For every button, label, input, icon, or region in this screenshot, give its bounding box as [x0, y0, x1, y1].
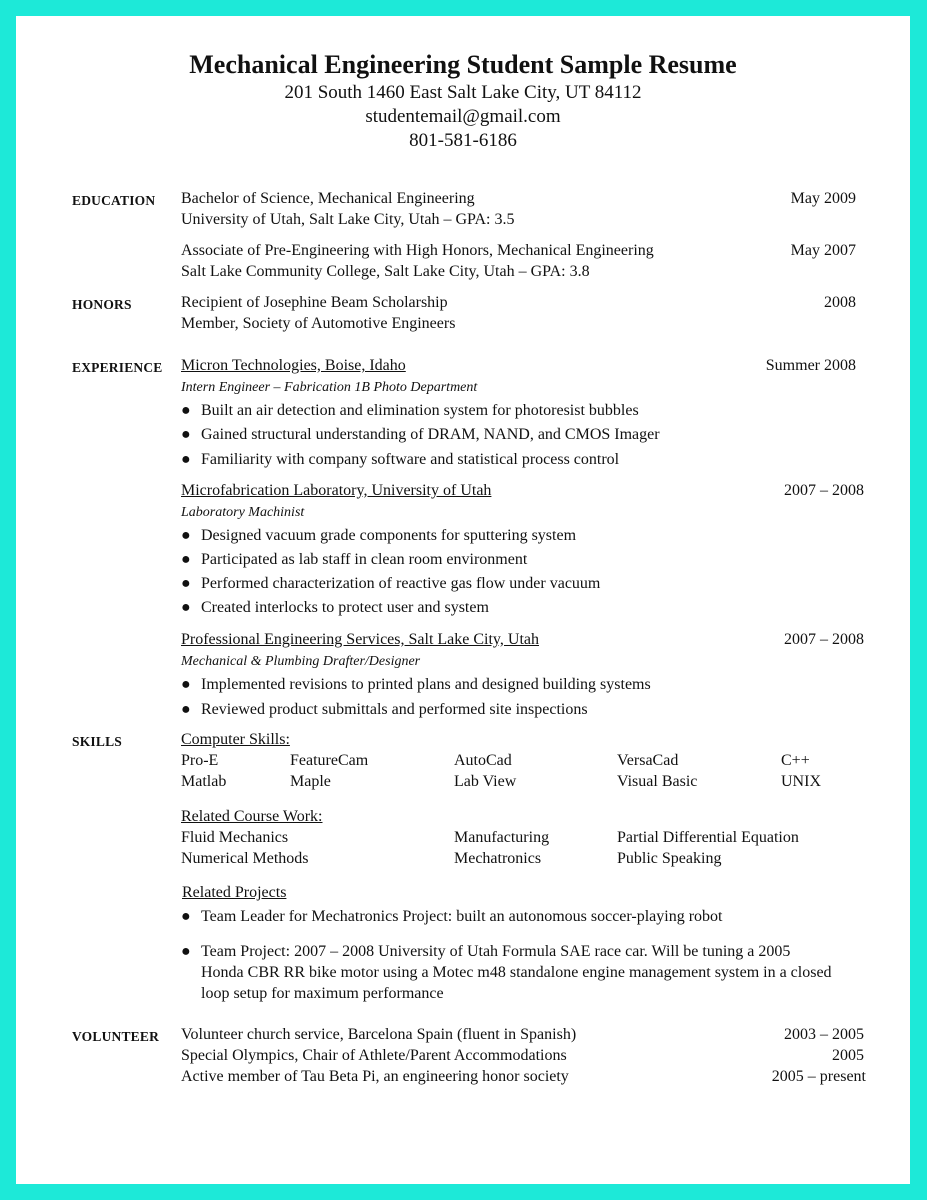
section-volunteer: VOLUNTEER — [72, 1029, 160, 1044]
job-bullet: ● Gained structural understanding of DRAM, NAND, and CMOS Imager — [181, 426, 660, 443]
bullet-icon: ● — [181, 575, 191, 592]
bullet-icon: ● — [181, 451, 191, 468]
job-bullet: ● Participated as lab staff in clean room environment — [181, 551, 528, 568]
honor-item: Member, Society of Automotive Engineers — [181, 315, 456, 332]
skill-item: FeatureCam — [290, 752, 369, 769]
education-school: Salt Lake Community College, Salt Lake City, Utah – GPA: 3.8 — [181, 263, 590, 280]
computer-skills-heading: Computer Skills: — [181, 731, 290, 748]
bullet-icon: ● — [181, 943, 191, 960]
section-honors: HONORS — [72, 297, 132, 312]
job-bullet: ● Built an air detection and elimination system for photoresist bubbles — [181, 402, 639, 419]
skill-item: Lab View — [454, 773, 517, 790]
bullet-icon: ● — [181, 426, 191, 443]
projects-heading: Related Projects — [182, 884, 287, 901]
skill-item: C++ — [781, 752, 810, 769]
bullet-icon: ● — [181, 908, 191, 925]
project-bullet: ● Team Project: 2007 – 2008 University of Utah Formula SAE race car. Will be tuning a 2005 — [181, 943, 791, 960]
job-bullet: ● Reviewed product submittals and performed site inspections — [181, 701, 588, 718]
email: studentemail@gmail.com — [365, 106, 561, 127]
volunteer-date: 2005 — [832, 1047, 864, 1064]
volunteer-date: 2005 – present — [771, 1068, 866, 1085]
skill-item: VersaCad — [617, 752, 679, 769]
course-item: Manufacturing — [454, 829, 550, 846]
job-bullet: ● Familiarity with company software and statistical process control — [181, 451, 620, 468]
project-text: Honda CBR RR bike motor using a Motec m48 standalone engine management system in a closed — [201, 964, 832, 981]
course-item: Partial Differential Equation — [617, 829, 799, 846]
volunteer-item: Special Olympics, Chair of Athlete/Parent Accommodations — [181, 1047, 567, 1064]
project-bullet: ● Team Leader for Mechatronics Project: built an autonomous soccer-playing robot — [181, 908, 723, 925]
project-text: loop setup for maximum performance — [201, 985, 444, 1002]
education-school: University of Utah, Salt Lake City, Utah – GPA: 3.5 — [181, 211, 515, 228]
bullet-icon: ● — [181, 701, 191, 718]
section-experience: EXPERIENCE — [72, 360, 163, 375]
education-degree: Bachelor of Science, Mechanical Engineering — [181, 190, 475, 207]
skill-item: Matlab — [181, 773, 227, 790]
bullet-icon: ● — [181, 599, 191, 616]
job-date: 2007 – 2008 — [784, 482, 864, 499]
skill-item: AutoCad — [454, 752, 512, 769]
section-skills: SKILLS — [72, 734, 122, 749]
course-item: Numerical Methods — [181, 850, 309, 867]
skill-item: UNIX — [781, 773, 821, 790]
course-item: Mechatronics — [454, 850, 542, 867]
job-date: 2007 – 2008 — [784, 631, 864, 648]
bullet-icon: ● — [181, 527, 191, 544]
bullet-icon: ● — [181, 402, 191, 419]
education-date: May 2009 — [790, 190, 856, 207]
education-degree: Associate of Pre-Engineering with High Honors, Mechanical Engineering — [181, 242, 654, 259]
job-date: Summer 2008 — [765, 357, 856, 374]
course-item: Public Speaking — [617, 850, 722, 867]
job-bullet: ● Implemented revisions to printed plans and designed building systems — [181, 676, 651, 693]
volunteer-date: 2003 – 2005 — [784, 1026, 864, 1043]
job-role: Intern Engineer – Fabrication 1B Photo Department — [181, 380, 478, 395]
volunteer-item: Active member of Tau Beta Pi, an engineering honor society — [181, 1068, 569, 1085]
job-role: Mechanical & Plumbing Drafter/Designer — [181, 654, 421, 669]
skill-item: Pro-E — [181, 752, 219, 769]
job-organization: Professional Engineering Services, Salt Lake City, Utah — [181, 631, 539, 648]
job-organization: Micron Technologies, Boise, Idaho — [181, 357, 406, 374]
job-bullet: ● Designed vacuum grade components for sputtering system — [181, 527, 577, 544]
phone: 801-581-6186 — [409, 130, 517, 151]
bullet-icon: ● — [181, 551, 191, 568]
skill-item: Visual Basic — [617, 773, 698, 790]
skill-item: Maple — [290, 773, 331, 790]
volunteer-item: Volunteer church service, Barcelona Spain (fluent in Spanish) — [181, 1026, 577, 1043]
honor-item: Recipient of Josephine Beam Scholarship — [181, 294, 448, 311]
honors-date: 2008 — [824, 294, 856, 311]
job-role: Laboratory Machinist — [181, 505, 305, 520]
resume-title: Mechanical Engineering Student Sample Resume — [189, 50, 737, 79]
address: 201 South 1460 East Salt Lake City, UT 84112 — [284, 82, 642, 103]
education-date: May 2007 — [790, 242, 856, 259]
course-work-heading: Related Course Work: — [181, 808, 323, 825]
section-education: EDUCATION — [72, 193, 156, 208]
resume-page — [16, 16, 910, 1184]
course-item: Fluid Mechanics — [181, 829, 289, 846]
job-organization: Microfabrication Laboratory, University of Utah — [181, 482, 492, 499]
bullet-icon: ● — [181, 676, 191, 693]
job-bullet: ● Performed characterization of reactive gas flow under vacuum — [181, 575, 601, 592]
job-bullet: ● Created interlocks to protect user and system — [181, 599, 489, 616]
